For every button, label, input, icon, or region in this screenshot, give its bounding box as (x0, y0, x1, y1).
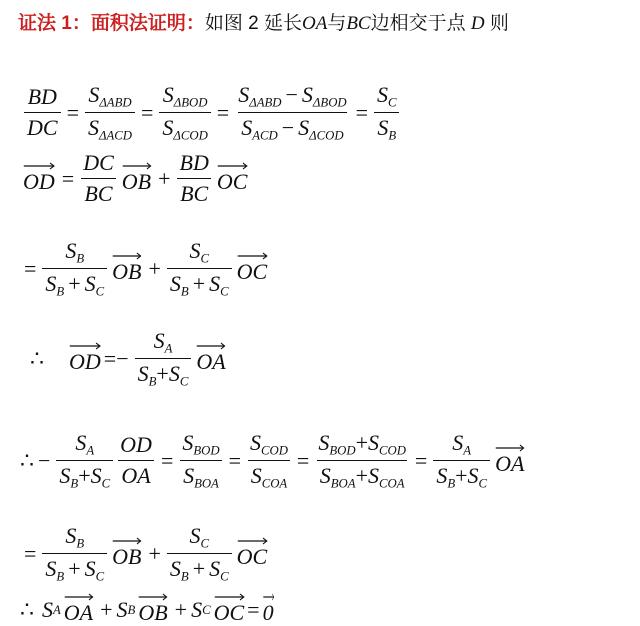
heading-text-4: 则 (489, 13, 509, 34)
subscript-abd: ΔABD (249, 95, 282, 110)
vector-ob-label: OB (112, 258, 142, 284)
fraction-scod-scoa (247, 430, 291, 492)
denominator-bc: BC (81, 178, 115, 207)
area-s: S (367, 463, 379, 489)
subscript-acd: ΔACD (98, 128, 132, 143)
plus-sign: + (156, 361, 169, 387)
subscript-bod: BOD (193, 443, 220, 458)
vector-oc (237, 538, 268, 570)
subscript-c: C (202, 602, 211, 617)
vector-ob (112, 538, 141, 570)
plus-sign: + (174, 597, 188, 622)
equals-sign: = (216, 99, 230, 125)
vector-oa (196, 343, 225, 375)
fraction-dc-bc (80, 150, 117, 207)
fraction-sa-sum (433, 430, 490, 492)
area-s: S (153, 328, 165, 353)
equals-sign: = (247, 597, 260, 622)
area-s: S (116, 597, 128, 622)
equals-sign: = (24, 255, 37, 281)
heading-text-1: 如图 2 延长 (204, 13, 302, 34)
equation-line-4 (30, 328, 229, 390)
fraction-difference (235, 82, 349, 144)
vector-oa-label: OA (63, 600, 94, 625)
subscript-abd: ΔABD (99, 95, 132, 110)
numerator-od: OD (120, 432, 152, 458)
numerator-bd: BD (179, 150, 209, 175)
subscript-c: C (95, 284, 105, 299)
minus-sign: − (116, 345, 129, 371)
area-s: S (169, 556, 181, 582)
area-s: S (250, 430, 261, 455)
subscript-b: B (388, 128, 397, 143)
equation-line-1 (22, 82, 402, 144)
vector-od-label: OD (23, 168, 55, 194)
plus-sign: + (100, 597, 113, 622)
subscript-c: C (220, 284, 229, 299)
fraction-od-oa (117, 432, 155, 489)
therefore-symbol: ∴ (20, 447, 34, 473)
area-s: S (42, 597, 53, 622)
vector-ob (112, 253, 141, 285)
vector-ob (138, 594, 167, 626)
proof-method-label: 证法 1：面积法证明： (18, 13, 205, 34)
vector-oc-label: OC (236, 543, 268, 569)
subscript-a: A (463, 443, 472, 458)
area-s: S (209, 556, 221, 582)
proof-heading (18, 8, 509, 35)
equals-sign: = (355, 99, 369, 125)
fraction-sum-ratio (315, 430, 409, 492)
therefore-symbol: ∴ (30, 345, 44, 371)
subscript-bod: ΔBOD (173, 95, 208, 110)
equation-line-2 (20, 150, 250, 207)
area-s: S (436, 463, 448, 489)
zero-vector-label: 0 (262, 600, 274, 625)
area-s: S (238, 82, 250, 107)
zero-vector (263, 594, 274, 626)
plus-sign: + (192, 556, 206, 582)
area-s: S (59, 463, 71, 489)
heading-text-3: 边相交于点 (370, 13, 466, 34)
equation-line-6 (20, 523, 270, 585)
fraction-sbod-scod (159, 82, 210, 144)
equals-sign: = (24, 540, 37, 566)
vector-oa-label: OA (495, 450, 525, 476)
subscript-cod: ΔCOD (309, 128, 344, 143)
area-s: S (84, 271, 96, 297)
subscript-cod: COD (261, 443, 288, 458)
subscript-coa: COA (378, 476, 405, 491)
plus-sign: + (192, 271, 206, 297)
therefore-symbol: ∴ (20, 597, 34, 622)
subscript-boa: BOA (330, 476, 356, 491)
equals-sign: = (61, 165, 75, 191)
equals-sign: = (228, 447, 241, 473)
area-s: S (162, 115, 174, 141)
subscript-b: B (447, 476, 456, 491)
area-s: S (137, 361, 149, 387)
minus-sign: − (285, 82, 298, 107)
equals-sign: = (414, 447, 428, 473)
subscript-b: B (127, 602, 136, 617)
subscript-acd: ACD (252, 128, 278, 143)
area-s: S (168, 361, 180, 387)
minus-sign: − (281, 115, 295, 141)
subscript-b: B (180, 284, 189, 299)
vector-oc-label: OC (236, 258, 268, 284)
equals-sign: = (66, 99, 79, 125)
area-s: S (319, 463, 331, 489)
area-s: S (88, 82, 100, 107)
area-s: S (377, 82, 389, 107)
plus-sign: + (355, 430, 368, 455)
minus-sign: − (38, 447, 51, 473)
equals-sign: = (103, 345, 117, 371)
vector-od (69, 343, 101, 375)
subscript-c: C (95, 569, 105, 584)
heading-d: D (470, 13, 485, 34)
fraction-bd-dc (24, 84, 61, 141)
subscript-b: B (76, 536, 85, 551)
area-s: S (45, 556, 57, 582)
area-s: S (162, 82, 174, 107)
area-s: S (191, 597, 203, 622)
equals-sign: = (140, 99, 154, 125)
vector-oa-label: OA (196, 348, 226, 374)
subscript-cod: COD (378, 443, 406, 458)
area-s: S (84, 556, 96, 582)
subscript-c: C (388, 95, 397, 110)
denominator-bc: BC (177, 178, 211, 207)
area-s: S (87, 115, 99, 141)
vector-oc (214, 594, 245, 626)
subscript-c: C (200, 536, 210, 551)
equation-line-7 (20, 594, 277, 626)
vector-oc-label: OC (216, 168, 248, 194)
plus-sign: + (158, 165, 171, 191)
subscript-c: C (220, 569, 229, 584)
area-s: S (209, 271, 221, 297)
denominator-dc: DC (24, 112, 61, 141)
subscript-b: B (148, 374, 157, 389)
fraction-bd-bc (177, 150, 212, 207)
subscript-bod: BOD (329, 443, 356, 458)
plus-sign: + (148, 255, 161, 281)
vector-ob-label: OB (121, 168, 152, 194)
plus-sign: + (68, 556, 81, 582)
area-s: S (189, 238, 201, 263)
fraction-sc-sb (374, 82, 400, 144)
vector-oc-label: OC (213, 600, 245, 625)
subscript-cod: ΔCOD (173, 128, 208, 143)
plus-sign: + (68, 271, 81, 297)
area-s: S (298, 115, 310, 141)
heading-oa: OA (301, 13, 328, 34)
subscript-c: C (478, 476, 488, 491)
vector-oc (217, 163, 248, 195)
vector-oa (64, 594, 93, 626)
subscript-c: C (200, 251, 210, 266)
subscript-a: A (164, 341, 173, 356)
subscript-b: B (70, 476, 79, 491)
equals-sign: = (296, 447, 310, 473)
subscript-boa: BOA (194, 476, 219, 491)
area-s: S (241, 115, 253, 141)
area-s: S (65, 238, 77, 263)
numerator-bd: BD (27, 84, 57, 110)
area-s: S (65, 523, 77, 548)
area-s: S (318, 430, 330, 455)
subscript-bod: ΔBOD (312, 95, 347, 110)
heading-bc: BC (346, 13, 371, 34)
fraction-sa-sum (56, 430, 113, 492)
vector-ob (122, 163, 151, 195)
area-s: S (169, 271, 181, 297)
equation-line-5 (20, 430, 527, 492)
fraction-sc-sum (167, 238, 232, 300)
subscript-coa: COA (261, 476, 288, 491)
fraction-sa-sum (135, 328, 192, 390)
area-s: S (189, 523, 201, 548)
vector-od (23, 163, 55, 195)
subscript-a: A (53, 602, 61, 617)
fraction-sbod-sboa (179, 430, 222, 492)
vector-ob-label: OB (138, 600, 168, 625)
plus-sign: + (148, 540, 161, 566)
area-s: S (75, 430, 87, 455)
subscript-b: B (180, 569, 189, 584)
vector-od-label: OD (69, 348, 101, 374)
fraction-sabd-sacd (85, 82, 135, 144)
plus-sign: + (455, 463, 468, 489)
fraction-sc-sum (167, 523, 232, 585)
area-s: S (250, 463, 262, 489)
area-s: S (452, 430, 464, 455)
subscript-a: A (86, 443, 95, 458)
subscript-b: B (56, 569, 65, 584)
equals-sign: = (160, 447, 174, 473)
numerator-dc: DC (83, 150, 114, 175)
area-s: S (45, 271, 57, 297)
area-s: S (467, 463, 479, 489)
vector-oa (495, 445, 524, 477)
subscript-b: B (56, 284, 65, 299)
vector-ob-label: OB (112, 543, 142, 569)
subscript-b: B (76, 251, 85, 266)
subscript-c: C (179, 374, 189, 389)
area-s: S (183, 463, 195, 489)
area-s: S (301, 82, 313, 107)
subscript-c: C (101, 476, 111, 491)
fraction-sb-sum (42, 523, 107, 585)
area-s: S (367, 430, 379, 455)
plus-sign: + (355, 463, 368, 489)
area-s: S (90, 463, 102, 489)
equation-line-3 (20, 238, 270, 300)
fraction-sb-sum (42, 238, 107, 300)
heading-text-2: 与 (327, 13, 347, 34)
denominator-oa: OA (118, 460, 153, 489)
vector-oc (237, 253, 268, 285)
plus-sign: + (78, 463, 91, 489)
area-s: S (377, 115, 389, 141)
area-s: S (182, 430, 194, 455)
